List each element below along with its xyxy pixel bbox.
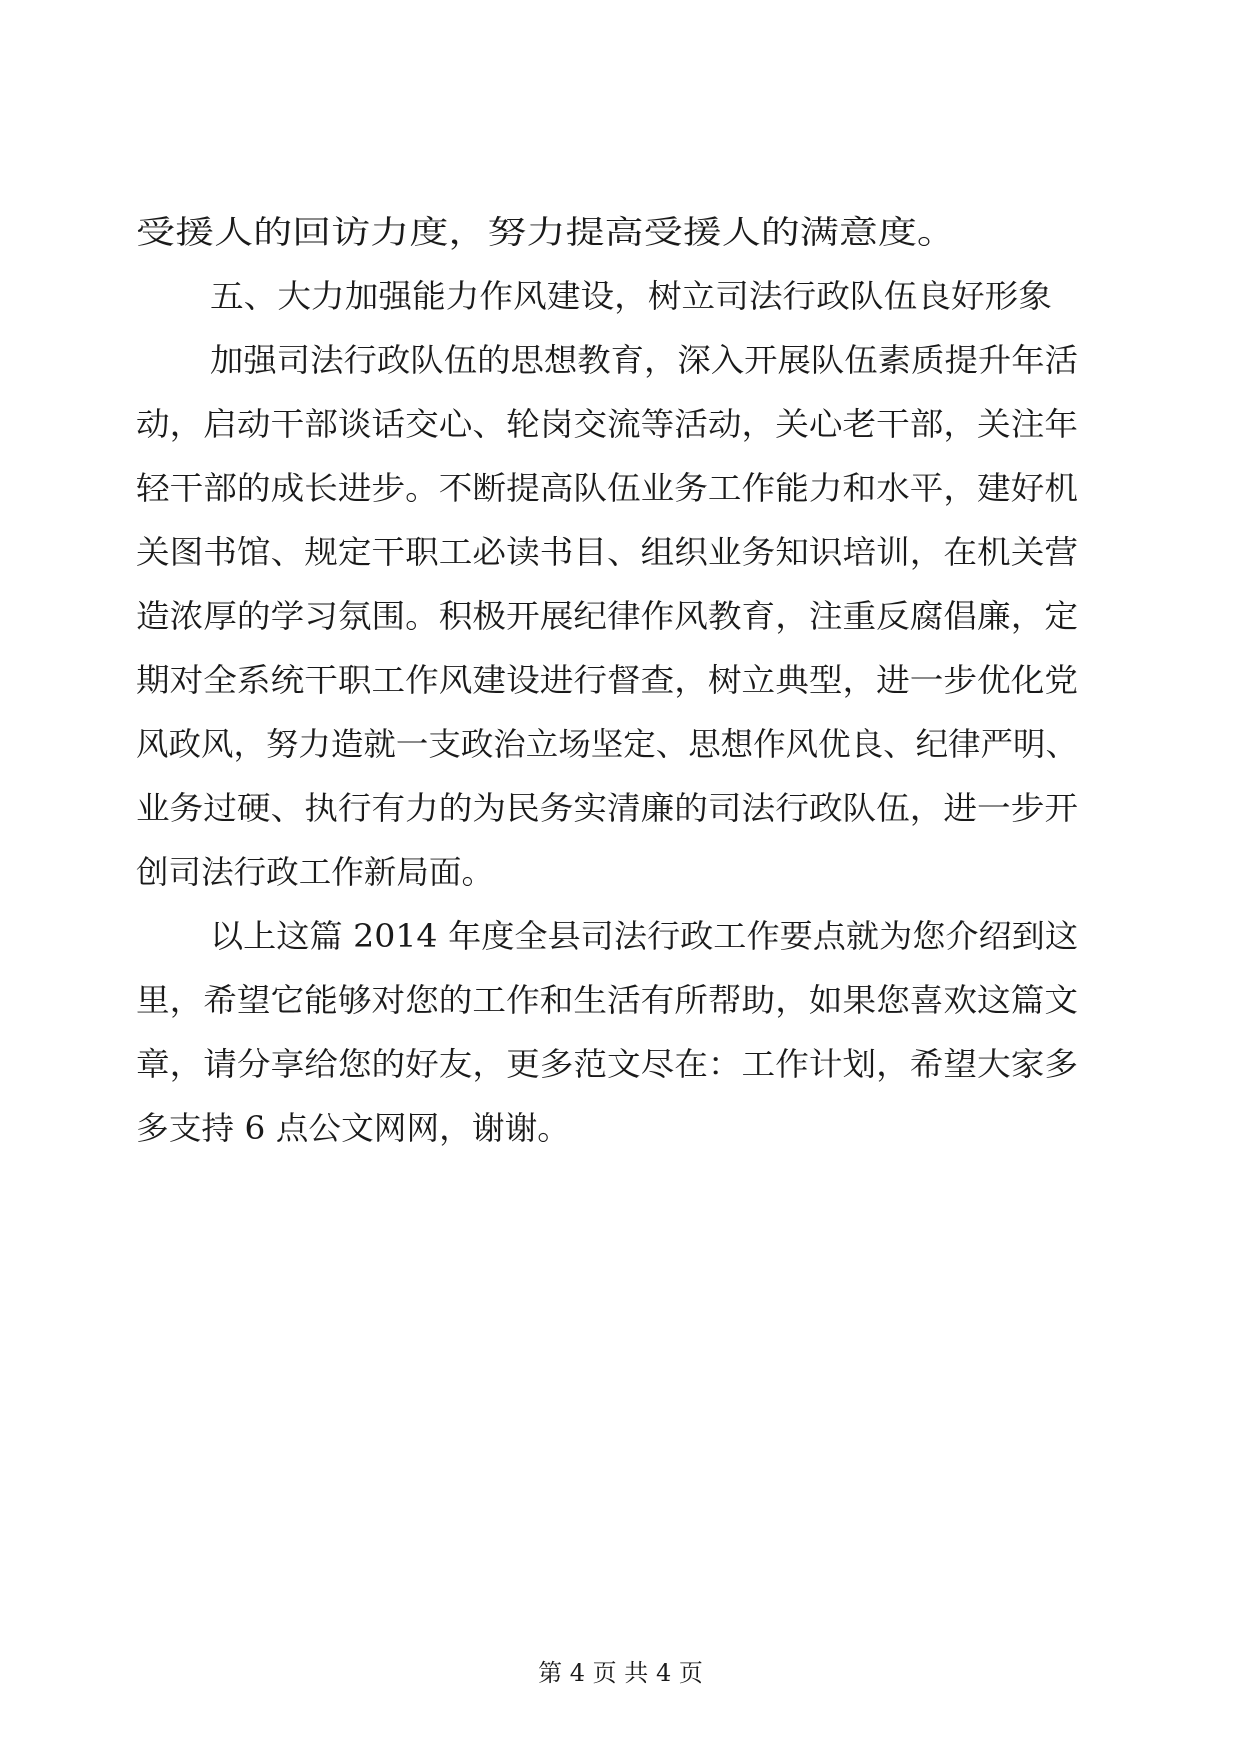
text-line-content: 风政风，努力造就一支政治立场坚定、思想作风优良、纪律严明、 xyxy=(136,725,1078,763)
text-line-content: 造浓厚的学习氛围。积极开展纪律作风教育，注重反腐倡廉，定 xyxy=(136,597,1078,635)
text-line-content: 动，启动干部谈话交心、轮岗交流等活动，关心老干部，关注年 xyxy=(136,405,1078,443)
text-line-content: 轻干部的成长进步。不断提高队伍业务工作能力和水平，建好机 xyxy=(136,469,1078,507)
text-line-content: 受援人的回访力度，努力提高受援人的满意度。 xyxy=(136,213,956,251)
text-line-content: 多支持 6 点公文网网，谢谢。 xyxy=(136,1109,570,1147)
text-line-content: 以上这篇 2014 年度全县司法行政工作要点就为您介绍到这 xyxy=(210,917,1078,955)
text-line-content: 期对全系统干职工作风建设进行督查，树立典型，进一步优化党 xyxy=(136,661,1078,699)
section-heading-text: 五、大力加强能力作风建设，树立司法行政队伍良好形象 xyxy=(210,277,1052,315)
page-number-label: 第 4 页 共 4 页 xyxy=(538,1659,703,1687)
text-line-content: 创司法行政工作新局面。 xyxy=(136,853,494,891)
page-footer xyxy=(0,1658,1241,1688)
text-line-content: 章，请分享给您的好友，更多范文尽在：工作计划，希望大家多 xyxy=(136,1045,1078,1083)
text-line-content: 加强司法行政队伍的思想教育，深入开展队伍素质提升年活 xyxy=(210,341,1078,379)
text-line-content: 业务过硬、执行有力的为民务实清廉的司法行政队伍，进一步开 xyxy=(136,789,1078,827)
text-line-content: 里，希望它能够对您的工作和生活有所帮助，如果您喜欢这篇文 xyxy=(136,981,1078,1019)
text-line-content: 关图书馆、规定干职工必读书目、组织业务知识培训，在机关营 xyxy=(136,533,1078,571)
